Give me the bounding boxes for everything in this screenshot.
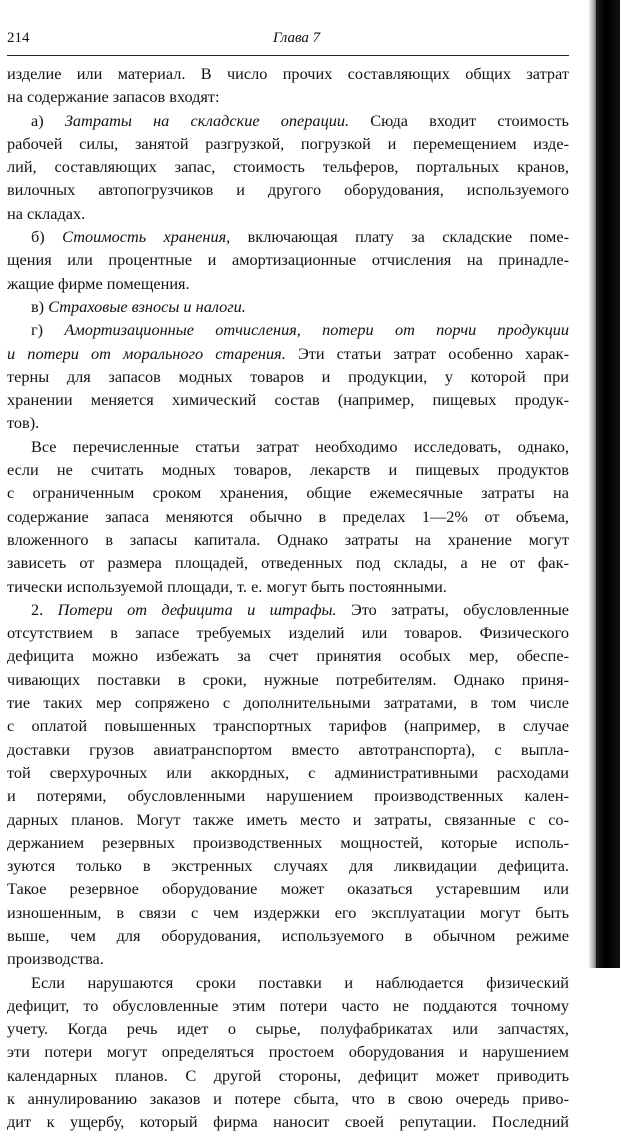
text-line [7, 947, 569, 970]
text-line [7, 1040, 569, 1063]
body-text [7, 62, 569, 1134]
text-line [7, 668, 569, 691]
running-head: Глава 7 [273, 30, 321, 46]
text-span: вилочных автопогрузчиков и другого оборудования, используемого [7, 180, 569, 200]
text-span: тие таких мер сопряжено с дополнительными затратами, в том числе [7, 693, 569, 713]
text-line [7, 248, 569, 271]
text-span: хранении меняется химический состав (например, пищевых продук- [7, 390, 569, 410]
text-span: Все перечисленные статьи затрат необходимо исследовать, однако, [31, 436, 569, 456]
text-span: Эти статьи затрат особенно харак- [285, 343, 569, 363]
text-line [7, 458, 569, 481]
text-span: держанием резервных производственных мощностей, которые исполь- [7, 832, 569, 852]
text-span: в) [31, 296, 49, 316]
text-line [7, 831, 569, 854]
text-span: календарных планов. С другой стороны, дефицит может приводить [7, 1065, 569, 1085]
text-line [7, 435, 569, 458]
text-span: и потерями, обусловленными нарушением производственных кален- [7, 786, 569, 806]
text-line [7, 155, 569, 178]
text-line [7, 714, 569, 737]
text-span: дефицит, то обусловленные этим потери часто не поддаются точному [7, 995, 569, 1015]
text-span: дарных планов. Могут также иметь место и затраты, связанные с со- [7, 809, 569, 829]
page-header [7, 30, 567, 52]
text-span: дит к ущербу, который фирма наносит своей репутации. Последний [7, 1112, 569, 1132]
text-line [7, 481, 569, 504]
text-line [7, 877, 569, 900]
text-line [7, 691, 569, 714]
text-line [7, 551, 569, 574]
text-span: зуются только в экстренных случаях для ликвидации дефицита. [7, 856, 569, 876]
text-line [7, 411, 569, 434]
text-line [7, 295, 569, 318]
page-number: 214 [7, 30, 30, 46]
text-span: на содержание запасов входят: [7, 87, 220, 107]
text-span: Если нарушаются сроки поставки и наблюдается физический [31, 972, 569, 992]
text-line [7, 808, 569, 831]
text-line [7, 1110, 569, 1133]
text-span: щения или процентные и амортизационные отчисления на принадле- [7, 250, 569, 270]
text-line [7, 505, 569, 528]
text-line [7, 342, 569, 365]
text-line [7, 528, 569, 551]
text-span: содержание запаса меняются обычно в пределах 1—2% от объема, [7, 506, 569, 526]
text-span: зависеть от размера площадей, отведенных под склады, а не от фак- [7, 553, 569, 573]
text-span: доставки грузов авиатранспортом вместо автотранспорта), с выпла- [7, 739, 569, 759]
text-span: Такое резервное оборудование может оказаться устаревшим или [7, 879, 569, 899]
text-span: б) [31, 227, 63, 247]
text-line [7, 621, 569, 644]
binding-edge [596, 0, 620, 968]
text-span: жащие фирме помещения. [7, 273, 190, 293]
text-span: выше, чем для оборудования, используемого в обычном режиме [7, 925, 569, 945]
text-line [7, 738, 569, 761]
text-span: производства. [7, 949, 104, 969]
text-line [7, 598, 569, 621]
text-span: чивающих поставки в сроки, нужные потребителям. Однако приня- [7, 669, 569, 689]
text-span: изделие или материал. В число прочих составляющих общих затрат [7, 64, 569, 83]
text-span: эти потери могут определяться простоем оборудования и нарушением [7, 1042, 569, 1062]
text-line [7, 575, 569, 598]
text-span: г) [31, 320, 65, 340]
header-rule [7, 55, 569, 56]
text-span: Это затраты, обусловленные [336, 599, 569, 619]
text-line [7, 318, 569, 341]
italic-text: и потери от морального старения. [7, 343, 286, 363]
text-line [7, 924, 569, 947]
text-span: вложенного в запасы капитала. Однако затраты на хранение могут [7, 529, 569, 549]
text-span: тов). [7, 413, 40, 433]
text-line [7, 1064, 569, 1087]
italic-text: Амортизационные отчисления, потери от порчи продукции [64, 320, 569, 340]
text-span: лий, составляющих запас, стоимость тельферов, портальных кранов, [7, 157, 569, 177]
italic-text: Потери от дефицита и штрафы. [57, 599, 337, 619]
text-span: если не считать модных товаров, лекарств и пищевых продуктов [7, 460, 569, 480]
italic-text: Стоимость хранения [62, 227, 227, 247]
text-line [7, 971, 569, 994]
text-span: к аннулированию заказов и потере сбыта, что в свою очередь приво- [7, 1089, 569, 1109]
text-line [7, 1087, 569, 1110]
text-span: изношенным, в связи с чем издержки его эксплуатации могут быть [7, 902, 569, 922]
text-line [7, 109, 569, 132]
text-span: с ограниченным сроком хранения, общие ежемесячные затраты на [7, 483, 569, 503]
text-span: на складах. [7, 203, 86, 223]
text-span: отсутствием в запасе требуемых изделий или товаров. Физического [7, 623, 569, 643]
text-line [7, 62, 569, 85]
text-line [7, 365, 569, 388]
text-span: дефицита можно избежать за счет принятия особых мер, обеспе- [7, 646, 569, 666]
text-line [7, 901, 569, 924]
text-span: , включающая плату за складские поме- [226, 227, 569, 247]
text-line [7, 854, 569, 877]
text-line [7, 994, 569, 1017]
text-span: учету. Когда речь идет о сырье, полуфабрикатах или запчастях, [7, 1019, 569, 1039]
text-span: тически используемой площади, т. е. могут быть постоянными. [7, 576, 447, 596]
text-line [7, 202, 569, 225]
text-line [7, 85, 569, 108]
text-line [7, 784, 569, 807]
text-span: рабочей силы, занятой разгрузкой, погрузкой и перемещением изде- [7, 133, 569, 153]
text-span: терны для запасов модных товаров и продукции, у которой при [7, 366, 569, 386]
text-line [7, 132, 569, 155]
text-line [7, 388, 569, 411]
text-line [7, 644, 569, 667]
text-span: 2. [31, 599, 58, 619]
text-span: той сверхурочных или аккордных, с административными расходами [7, 762, 569, 782]
text-span: Сюда входит стоимость [349, 110, 569, 130]
text-span: а) [31, 110, 65, 130]
text-line [7, 761, 569, 784]
text-line [7, 272, 569, 295]
italic-text: Затраты на складские операции. [64, 110, 350, 130]
text-line [7, 1017, 569, 1040]
text-line [7, 225, 569, 248]
text-span: с оплатой повышенных транспортных тарифов (например, в случае [7, 716, 569, 736]
italic-text: Страховые взносы и налоги. [48, 296, 246, 316]
text-line [7, 178, 569, 201]
